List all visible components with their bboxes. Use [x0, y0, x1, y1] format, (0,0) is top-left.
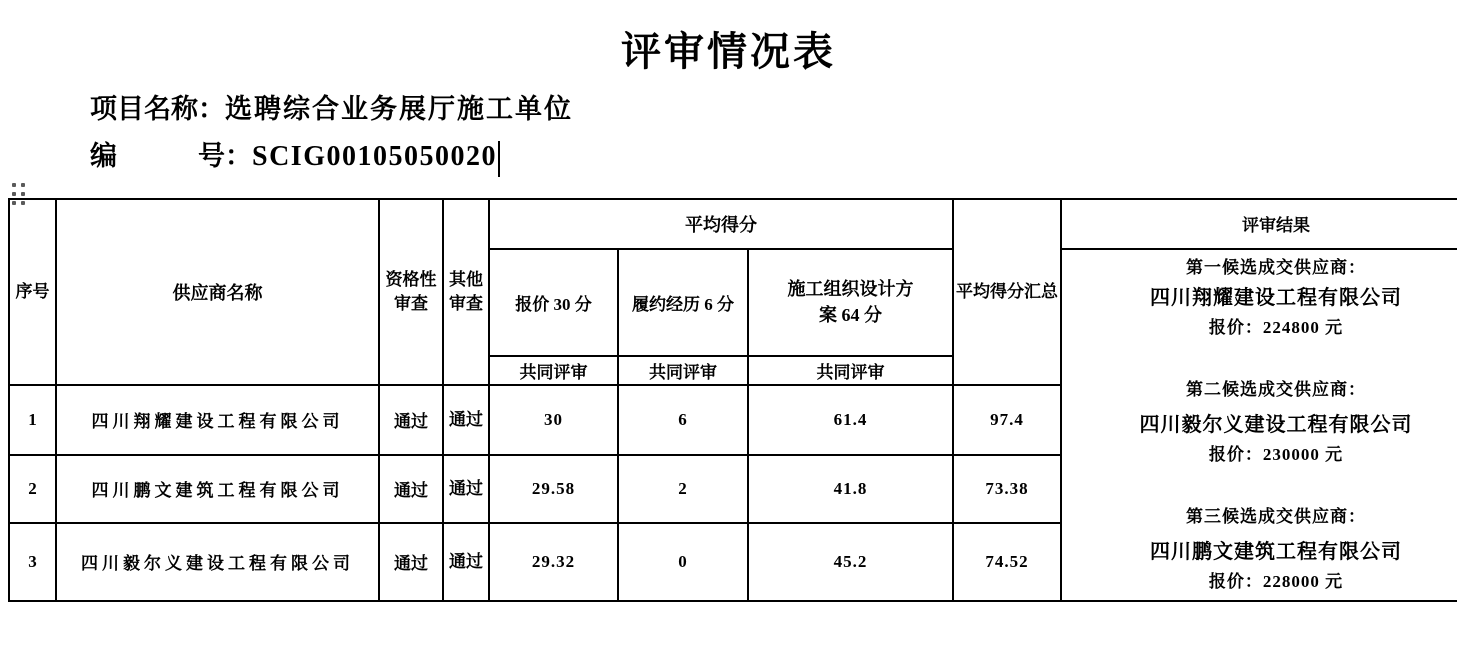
result-company: 四川毅尔义建设工程有限公司: [1139, 413, 1413, 436]
seq-cell[interactable]: 3: [9, 523, 56, 601]
total-score-cell[interactable]: 97.4: [953, 385, 1061, 455]
result-rank-label: 第二候选成交供应商：: [1186, 379, 1367, 399]
header-average-total[interactable]: 平均得分汇总: [953, 199, 1061, 385]
price-score-cell[interactable]: 30: [489, 385, 618, 455]
doc-number-label: 编 号：: [90, 141, 252, 171]
page-title[interactable]: 评审情况表: [621, 29, 836, 74]
result-rank-label: 第三候选成交供应商：: [1186, 506, 1367, 526]
other-review-cell[interactable]: 通过: [443, 385, 489, 455]
drag-handle-dot: [21, 201, 25, 205]
qualification-cell[interactable]: 通过: [379, 523, 443, 601]
result-price: 报价：224800 元: [1208, 317, 1344, 337]
experience-score-cell[interactable]: 6: [618, 385, 748, 455]
drag-handle-dot: [12, 192, 16, 196]
drag-handle-icon[interactable]: [12, 183, 25, 206]
doc-number-value: SCIG00105050020: [252, 141, 497, 172]
result-price: 报价：230000 元: [1208, 444, 1344, 464]
result-block-third: [1062, 502, 1457, 597]
joint-review-cell[interactable]: 共同评审: [748, 356, 953, 385]
result-block-second: [1062, 375, 1457, 470]
supplier-cell[interactable]: 四川鹏文建筑工程有限公司: [56, 455, 379, 523]
drag-handle-dot: [12, 183, 16, 187]
supplier-cell[interactable]: 四川翔耀建设工程有限公司: [56, 385, 379, 455]
header-other-review[interactable]: 其他审查: [443, 199, 489, 385]
total-score-cell[interactable]: 74.52: [953, 523, 1061, 601]
price-score-cell[interactable]: 29.58: [489, 455, 618, 523]
design-score-cell[interactable]: 45.2: [748, 523, 953, 601]
result-rank-label: 第一候选成交供应商：: [1186, 257, 1367, 277]
other-review-cell[interactable]: 通过: [443, 455, 489, 523]
header-experience-6[interactable]: 履约经历 6 分: [618, 249, 748, 356]
joint-review-cell[interactable]: 共同评审: [489, 356, 618, 385]
seq-cell[interactable]: 1: [9, 385, 56, 455]
project-name-line[interactable]: [90, 91, 1457, 127]
evaluation-table: [8, 198, 1457, 602]
design-score-cell[interactable]: 41.8: [748, 455, 953, 523]
joint-review-cell[interactable]: 共同评审: [618, 356, 748, 385]
result-cell[interactable]: [1061, 249, 1457, 601]
header-qualification-review[interactable]: 资格性审查: [379, 199, 443, 385]
result-price: 报价：228000 元: [1208, 571, 1344, 591]
result-block-first: [1062, 253, 1457, 343]
project-name-label: 项目名称：: [90, 94, 225, 124]
design-score-cell[interactable]: 61.4: [748, 385, 953, 455]
header-supplier[interactable]: 供应商名称: [56, 199, 379, 385]
total-score-cell[interactable]: 73.38: [953, 455, 1061, 523]
drag-handle-dot: [21, 192, 25, 196]
drag-handle-dot: [21, 183, 25, 187]
header-result[interactable]: 评审结果: [1061, 199, 1457, 249]
seq-cell[interactable]: 2: [9, 455, 56, 523]
project-name-value: 选聘综合业务展厅施工单位: [225, 94, 573, 124]
other-review-cell[interactable]: 通过: [443, 523, 489, 601]
drag-handle-dot: [12, 201, 16, 205]
experience-score-cell[interactable]: 2: [618, 455, 748, 523]
header-price-30[interactable]: 报价 30 分: [489, 249, 618, 356]
header-design-64[interactable]: [748, 249, 953, 356]
result-company: 四川鹏文建筑工程有限公司: [1150, 540, 1403, 563]
doc-number-line[interactable]: [90, 138, 1457, 177]
supplier-cell[interactable]: 四川毅尔义建设工程有限公司: [56, 523, 379, 601]
header-design-64-text: 施工组织设计方案 64 分: [787, 279, 914, 326]
price-score-cell[interactable]: 29.32: [489, 523, 618, 601]
text-cursor: [498, 141, 500, 177]
header-seq[interactable]: 序号: [9, 199, 56, 385]
qualification-cell[interactable]: 通过: [379, 455, 443, 523]
qualification-cell[interactable]: 通过: [379, 385, 443, 455]
header-average-score[interactable]: 平均得分: [489, 199, 953, 249]
result-company: 四川翔耀建设工程有限公司: [1150, 286, 1403, 309]
experience-score-cell[interactable]: 0: [618, 523, 748, 601]
